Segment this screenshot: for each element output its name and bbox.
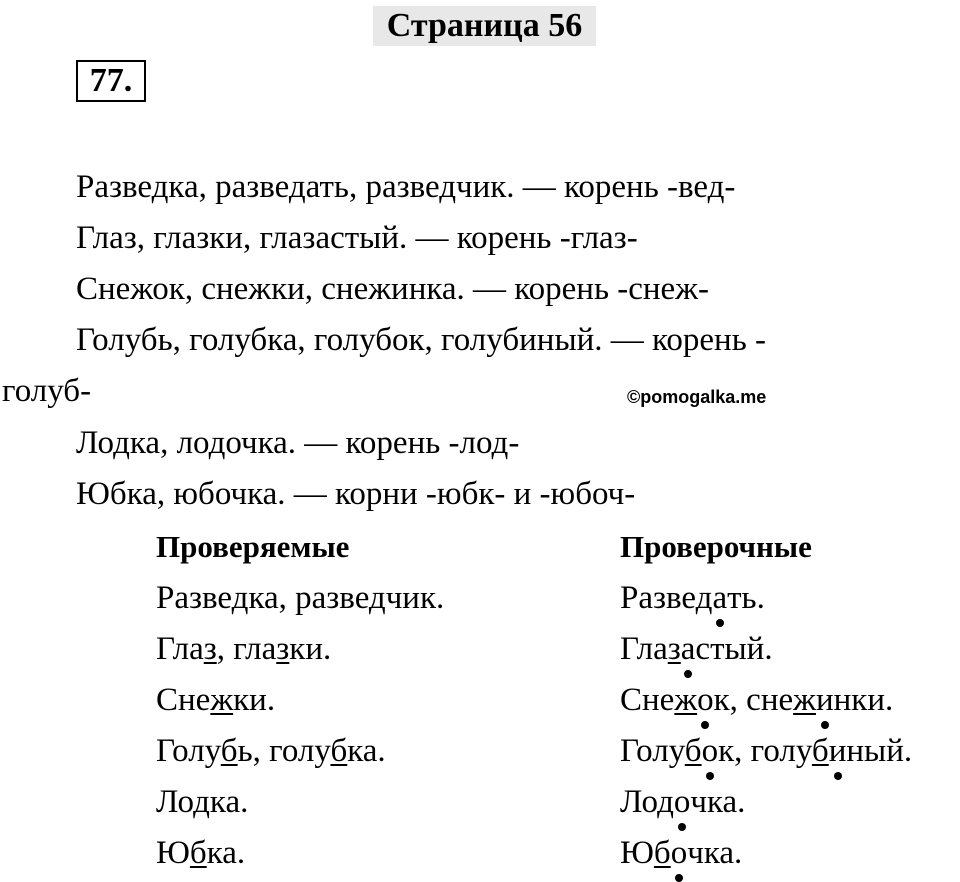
word-fragment: , гла [216, 631, 277, 667]
word-fragment: ка. [209, 784, 249, 820]
stressed-vowel-dot: и [828, 733, 847, 769]
text-line-6: Лодка, лодочка. — корень -лод- [76, 425, 520, 461]
checking-word-6 [620, 833, 742, 873]
word-fragment: Гла [156, 631, 204, 667]
word-fragment: ь, голу [237, 733, 331, 769]
underlined-letter: б [330, 733, 348, 769]
word-fragment: ный. [846, 733, 913, 769]
word-fragment: Ю [620, 835, 654, 871]
underlined-letter: б [189, 835, 207, 871]
checking-word-5 [620, 782, 745, 822]
stressed-vowel-dot: о [673, 784, 691, 820]
underlined-letter: з [667, 631, 681, 667]
word-fragment: ка. [347, 733, 386, 769]
word-fragment: нки. [833, 682, 894, 718]
word-fragment: чка. [687, 835, 743, 871]
word-fragment: чка. [690, 784, 746, 820]
underlined-letter: ж [210, 682, 234, 718]
word-fragment: к, голу [718, 733, 812, 769]
underlined-letter: ж [793, 682, 816, 718]
underlined-letter: ж [674, 682, 698, 718]
checked-word-1 [156, 578, 444, 618]
checked-word-3 [156, 680, 275, 720]
checked-word-2 [156, 629, 331, 669]
watermark: ©pomogalka.me [627, 387, 767, 407]
word-fragment: ка, разве [248, 580, 369, 616]
text-line-5: голуб- [2, 373, 92, 409]
text-line-2: Глаз, глазки, глазастый. — корень -глаз- [76, 220, 638, 256]
word-fragment: Голу [620, 733, 685, 769]
word-fragment: стый. [695, 631, 773, 667]
checked-word-4 [156, 731, 386, 771]
word-fragment: Ло [620, 784, 658, 820]
word-fragment: Сне [156, 682, 211, 718]
text-line-7: Юбка, юбочка. — корни -юбк- и -юбоч- [76, 476, 636, 512]
stressed-vowel-dot: и [815, 682, 834, 718]
word-fragment: Ло [156, 784, 194, 820]
underlined-letter: б [811, 733, 829, 769]
word-fragment: ка. [206, 835, 246, 871]
checking-word-2 [620, 629, 773, 669]
column-header-checked: Проверяемые [156, 529, 350, 564]
word-fragment: ки. [289, 631, 332, 667]
word-fragment: Разве [620, 580, 696, 616]
word-fragment: ть. [727, 580, 765, 616]
word-fragment: ки. [233, 682, 276, 718]
underlined-letter: д [193, 784, 210, 820]
checking-word-3 [620, 680, 893, 720]
underlined-letter: д [368, 580, 386, 616]
underlined-letter: з [203, 631, 217, 667]
column-header-checking: Проверочные [620, 529, 812, 564]
word-fragment: Сне [620, 682, 675, 718]
checked-word-6 [156, 833, 245, 873]
word-fragment: к, сне [713, 682, 794, 718]
text-line-3: Снежок, снежки, снежинка. — корень -снеж- [76, 271, 709, 307]
underlined-letter: д [657, 784, 674, 820]
word-fragment: Ю [156, 835, 190, 871]
underlined-letter: б [653, 835, 671, 871]
stressed-vowel-dot: о [701, 733, 719, 769]
word-fragment: Голу [156, 733, 221, 769]
page-title: Страница 56 [373, 6, 596, 46]
text-line-1: Разведка, разведать, разведчик. — корень -вед- [76, 169, 736, 205]
stressed-vowel-dot: о [670, 835, 688, 871]
word-fragment: чик. [385, 580, 445, 616]
underlined-letter: д [695, 580, 713, 616]
text-line-4: Голубь, голубка, голубок, голубиный. — корень - [76, 322, 766, 358]
checked-word-5 [156, 782, 248, 822]
word-fragment: Разве [156, 580, 232, 616]
task-number: 77. [76, 60, 146, 102]
stressed-vowel-dot: а [680, 631, 696, 667]
underlined-letter: д [231, 580, 249, 616]
stressed-vowel-dot: о [697, 682, 714, 718]
underlined-letter: з [276, 631, 290, 667]
checking-word-1 [620, 578, 765, 618]
word-fragment: Гла [620, 631, 668, 667]
underlined-letter: б [220, 733, 238, 769]
checking-word-4 [620, 731, 912, 771]
underlined-letter: б [684, 733, 702, 769]
stressed-vowel-dot: а [712, 580, 728, 616]
